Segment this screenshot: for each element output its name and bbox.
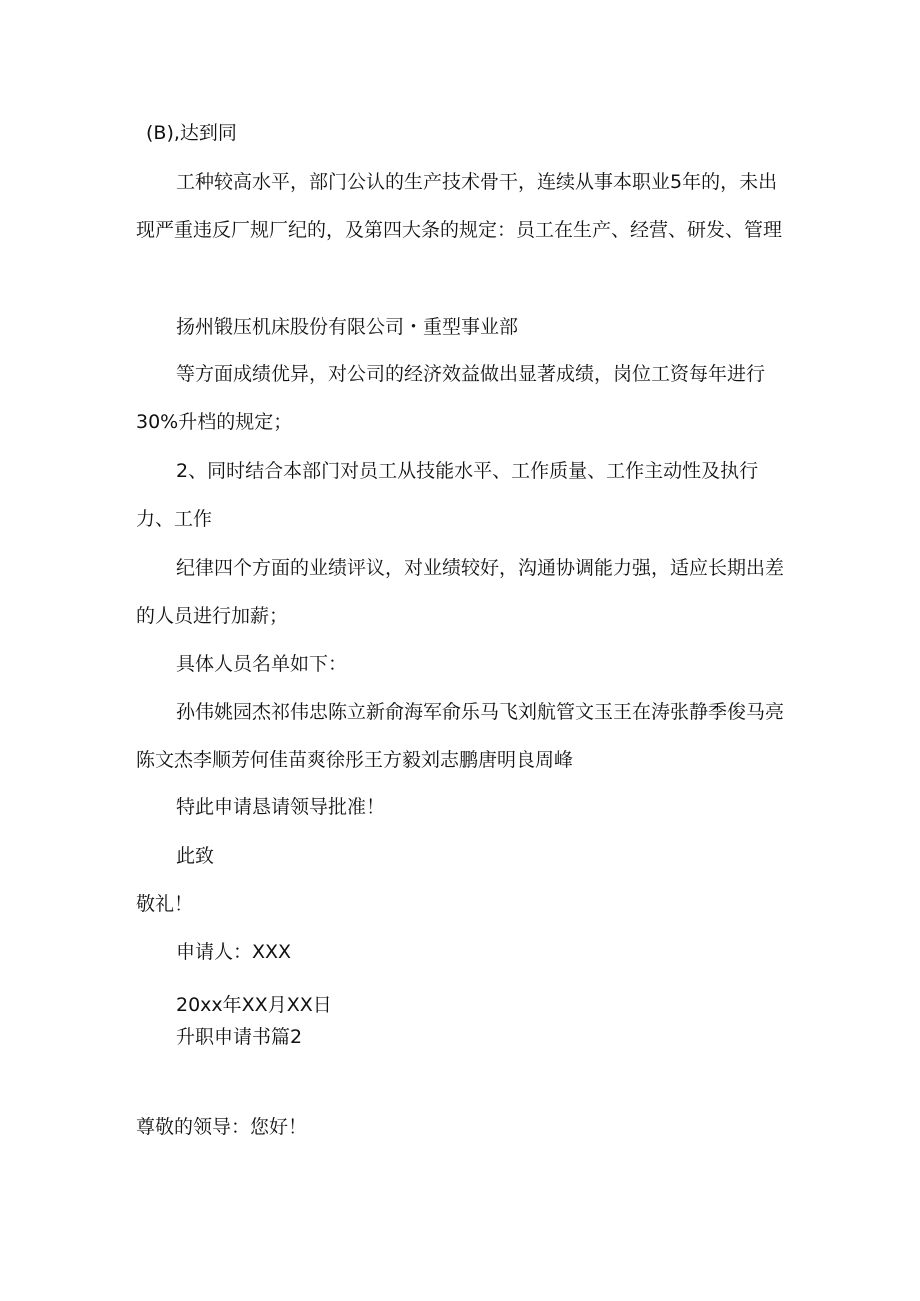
applicant-signature: 申请人：XXX bbox=[176, 941, 292, 963]
name-list: 孙伟姚园杰祁伟忠陈立新俞海军俞乐马飞刘航管文玉王在涛张静季俊马亮陈文杰李顺芳何佳苗爽徐彤王方毅刘志鹏唐明良周峰 bbox=[136, 701, 785, 771]
paragraph-skill-level: 工种较高水平，部门公认的生产技术骨干，连续从事本职业5年的，未出现严重违反厂规厂纪的，及第四大条的规定：员工在生产、经营、研发、管理 bbox=[136, 171, 783, 241]
company-header: 扬州锻压机床股份有限公司・重型事业部 bbox=[176, 316, 519, 338]
paragraph-discipline: 纪律四个方面的业绩评议，对业绩较好，沟通协调能力强，适应长期出差的人员进行加薪； bbox=[136, 557, 785, 627]
request-closing: 特此申请恳请领导批准！ bbox=[176, 796, 386, 818]
greeting: 尊敬的领导：您好！ bbox=[136, 1116, 308, 1138]
next-section-title: 升职申请书篇2 bbox=[176, 1026, 303, 1048]
name-list-intro: 具体人员名单如下： bbox=[176, 653, 348, 675]
paragraph-performance: 等方面成绩优异，对公司的经济效益做出显著成绩，岗位工资每年进行30%升档的规定； bbox=[136, 363, 766, 433]
paragraph-fragment: (B),达到同 bbox=[146, 122, 237, 144]
salutation-ci-zhi: 此致 bbox=[176, 845, 215, 867]
salutation-jing-li: 敬礼！ bbox=[136, 893, 194, 915]
paragraph-evaluation: 2、同时结合本部门对员工从技能水平、工作质量、工作主动性及执行力、工作 bbox=[136, 460, 759, 530]
date-line: 20xx年XX月XX日 bbox=[176, 994, 332, 1016]
